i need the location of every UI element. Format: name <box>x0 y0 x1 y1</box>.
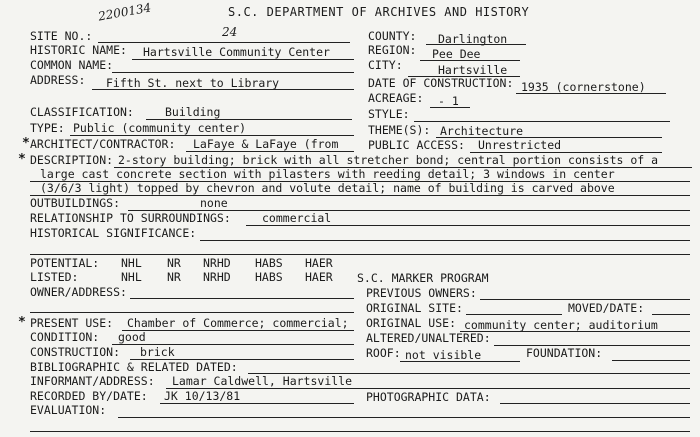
acreage-line <box>430 107 470 108</box>
common-name-line <box>112 72 354 73</box>
photographic-label: PHOTOGRAPHIC DATA: <box>366 390 491 404</box>
acreage-label: ACREAGE: <box>368 91 424 105</box>
region-line <box>420 60 520 61</box>
roof-label: ROOF: <box>366 346 401 360</box>
city-label: CITY: <box>368 58 403 72</box>
type-value: Public (community center) <box>73 121 247 135</box>
altered-label: ALTERED/UNALTERED: <box>366 331 491 345</box>
roof-line <box>400 361 520 362</box>
moved-date-label: MOVED/DATE: <box>568 301 645 315</box>
site-no-line <box>98 42 350 43</box>
form-title: S.C. DEPARTMENT OF ARCHIVES AND HISTORY <box>228 5 530 19</box>
site-no-label: SITE NO.: <box>30 29 93 43</box>
relationship-label: RELATIONSHIP TO SURROUNDINGS: <box>30 211 231 225</box>
original-use-line <box>460 331 690 332</box>
region-label: REGION: <box>368 43 417 57</box>
description-line-1: 2-story building; brick with all stretcher bond; central portion consists of a <box>118 153 659 167</box>
evaluation-label: EVALUATION: <box>30 403 107 417</box>
potential-habs: HABS <box>255 256 283 270</box>
type-label: TYPE: <box>30 121 65 135</box>
construction-date-line <box>516 93 666 94</box>
potential-haer: HAER <box>305 256 333 270</box>
present-use-line <box>122 330 354 331</box>
acreage-value: - 1 <box>438 94 459 108</box>
construction-label: CONSTRUCTION: <box>30 345 121 359</box>
bibliographic-label: BIBLIOGRAPHIC & RELATED DATED: <box>30 360 238 374</box>
foundation-line <box>612 360 690 361</box>
historic-name-label: HISTORIC NAME: <box>30 43 127 57</box>
original-use-value: community center; auditorium <box>464 318 658 332</box>
themes-label: THEME(S): <box>368 123 431 137</box>
listed-nhl: NHL <box>121 270 142 284</box>
condition-value: good <box>118 330 146 344</box>
handwritten-site-number: 2200134 <box>97 0 153 24</box>
previous-owners-line <box>480 299 690 300</box>
foundation-label: FOUNDATION: <box>526 346 603 360</box>
original-use-label: ORIGINAL USE: <box>366 316 457 330</box>
address-label: ADDRESS: <box>30 73 86 87</box>
site-no-value: 24 <box>222 25 238 39</box>
condition-label: CONDITION: <box>30 330 100 344</box>
common-name-label: COMMON NAME: <box>30 58 114 72</box>
historic-name-line <box>132 59 354 60</box>
description-line-2: large cast concrete section with pilasters with reeding detail; 3 windows in center <box>40 167 615 181</box>
potential-nr: NR <box>167 256 181 270</box>
description-label: DESCRIPTION: <box>30 153 114 167</box>
outbuildings-label: OUTBUILDINGS: <box>30 196 121 210</box>
outbuildings-value: none <box>200 196 228 210</box>
address-line <box>92 89 354 90</box>
relationship-value: commercial <box>262 211 332 225</box>
construction-date-value: 1935 (cornerstone) <box>521 80 646 94</box>
address-value: Fifth St. next to Library <box>106 76 280 90</box>
owner-line <box>130 298 354 299</box>
themes-value: Architecture <box>440 124 524 138</box>
significance-line-1 <box>200 240 690 241</box>
listed-label: LISTED: <box>30 270 79 284</box>
photographic-line <box>500 403 690 404</box>
construction-date-label: DATE OF CONSTRUCTION: <box>368 76 514 90</box>
owner-label: OWNER/ADDRESS: <box>30 285 127 299</box>
architect-value: LaFaye & LaFaye (from <box>193 137 339 151</box>
description-underline-3 <box>30 195 690 196</box>
historic-name-value: Hartsville Community Center <box>143 45 330 59</box>
architect-line <box>186 151 354 152</box>
original-site-line <box>466 314 562 315</box>
public-access-label: PUBLIC ACCESS: <box>368 138 465 152</box>
evaluation-line-1 <box>118 417 690 418</box>
listed-habs: HABS <box>255 270 283 284</box>
listed-haer: HAER <box>305 270 333 284</box>
architect-asterisk: * <box>22 136 30 151</box>
recorded-line <box>160 403 354 404</box>
marker-program-label: S.C. MARKER PROGRAM <box>357 271 489 285</box>
county-label: COUNTY: <box>368 29 417 43</box>
type-line <box>70 135 354 136</box>
potential-nhl: NHL <box>121 256 142 270</box>
previous-owners-label: PREVIOUS OWNERS: <box>366 286 477 300</box>
potential-nrhd: NRHD <box>203 256 231 270</box>
present-use-asterisk: * <box>18 315 26 330</box>
recorded-value: JK 10/13/81 <box>164 389 241 403</box>
style-label: STYLE: <box>368 107 410 121</box>
potential-label: POTENTIAL: <box>30 256 100 270</box>
description-line-3: (3/6/3 light) topped by chevron and volute detail; name of building is carved above <box>40 181 615 195</box>
classification-label: CLASSIFICATION: <box>30 105 134 119</box>
region-value: Pee Dee <box>432 47 481 61</box>
classification-line <box>146 119 352 120</box>
recorded-label: RECORDED BY/DATE: <box>30 389 148 403</box>
significance-line-2 <box>30 254 690 255</box>
classification-value: Building <box>165 105 221 119</box>
public-access-value: Unrestricted <box>478 138 562 152</box>
informant-label: INFORMANT/ADDRESS: <box>30 374 155 388</box>
listed-nr: NR <box>167 270 181 284</box>
owner-line-2 <box>30 312 354 313</box>
informant-line <box>166 388 690 389</box>
significance-label: HISTORICAL SIGNIFICANCE: <box>30 226 197 240</box>
original-site-label: ORIGINAL SITE: <box>366 301 463 315</box>
city-value: Hartsville <box>438 63 508 77</box>
roof-value: not visible <box>405 348 482 362</box>
architect-label: ARCHITECT/CONTRACTOR: <box>30 137 176 151</box>
relationship-line <box>246 225 690 226</box>
description-asterisk: * <box>18 152 26 167</box>
listed-nrhd: NRHD <box>203 270 231 284</box>
county-value: Darlington <box>438 32 508 46</box>
informant-value: Lamar Caldwell, Hartsville <box>172 374 353 388</box>
style-line <box>414 121 670 122</box>
moved-date-line <box>652 314 690 315</box>
county-line <box>426 44 526 45</box>
present-use-label: PRESENT USE: <box>30 316 114 330</box>
evaluation-line-2 <box>30 431 690 432</box>
construction-value: brick <box>140 345 175 359</box>
present-use-value: Chamber of Commerce; commercial; <box>127 316 349 330</box>
